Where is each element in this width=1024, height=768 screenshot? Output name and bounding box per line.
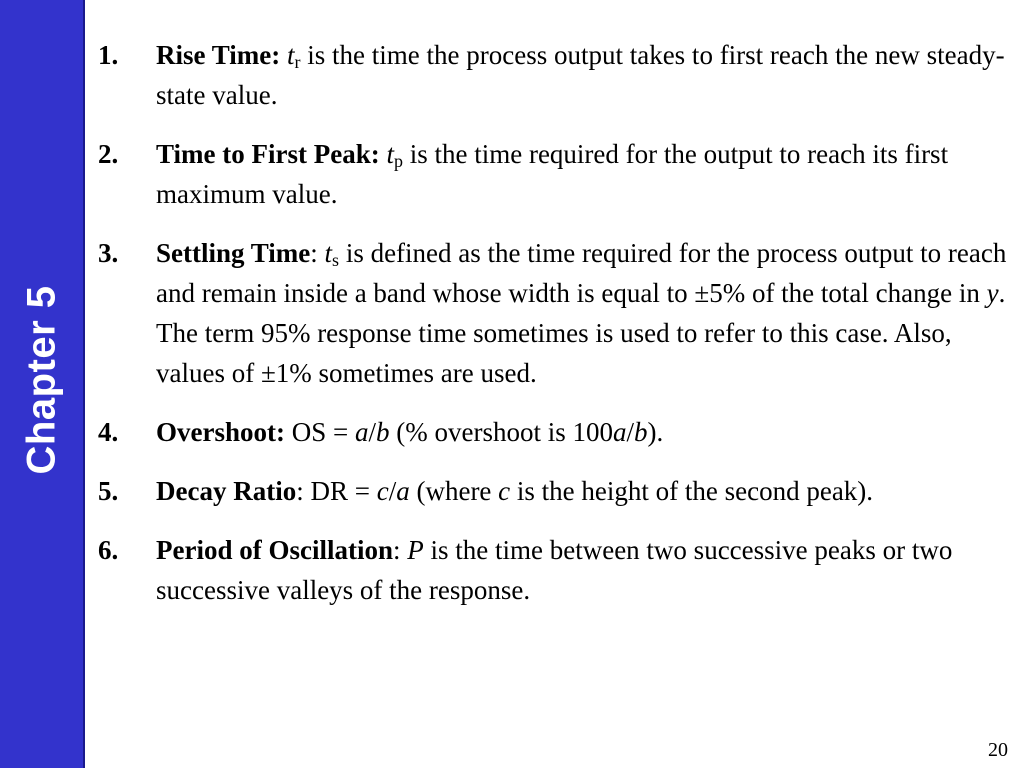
item-description: is the time required for the output to reach its first maximum value. [156,139,949,209]
symbol: t [386,139,394,169]
variable-y: y [986,278,999,308]
symbol-subscript: r [294,52,301,72]
variable: c [498,476,511,506]
item-title: Overshoot: [156,417,285,447]
formula-text: ). [647,417,664,447]
variable: a [396,476,410,506]
list-item-overshoot [98,412,1020,452]
list-item-period-of-oscillation [98,530,1020,610]
variable: b [376,417,390,447]
formula-text: / [388,476,397,506]
item-number: 5. [98,476,119,506]
item-title: Rise Time: [156,40,281,70]
item-number: 3. [98,238,119,268]
item-title: Settling Time [156,238,311,268]
list-item-time-to-first-peak [98,134,1020,214]
item-description: is the time between two successive peaks or two successive valleys of the response. [156,535,953,605]
list-item-settling-time [98,233,1020,393]
list-item-rise-time [98,35,1020,115]
formula-text: is the height of the second peak). [510,476,874,506]
item-number: 4. [98,417,119,447]
sidebar [0,0,85,768]
item-number: 6. [98,535,119,565]
item-number: 1. [98,40,119,70]
item-title: Decay Ratio [156,476,297,506]
item-title: Time to First Peak: [156,139,380,169]
symbol-subscript: p [393,151,403,171]
symbol: t [324,238,333,268]
formula-text: (where [409,476,499,506]
formula-text: OS = [284,417,355,447]
symbol: t [287,40,295,70]
formula-text: / [626,417,634,447]
chapter-label: Chapter 5 [19,285,64,475]
page-number: 20 [988,739,1008,761]
variable: P [407,535,424,565]
item-description-cont: . The term 95% response time sometimes is used to refer to this case. Also, values of ±1% sometimes are used. [156,278,1006,388]
item-title: Period of Oscillation [156,535,393,565]
formula-text: / [368,417,376,447]
variable: a [612,417,627,447]
formula-text: : DR = [296,476,377,506]
symbol-subscript: s [332,250,340,270]
variable: a [354,417,369,447]
item-number: 2. [98,139,119,169]
definitions-list [98,35,1020,629]
item-description: is the time the process output takes to first reach the new steady-state value. [156,40,1005,110]
list-item-decay-ratio [98,471,1020,511]
formula-text: : [392,535,408,565]
separator: : [310,238,318,268]
variable: b [634,417,648,447]
item-description: is defined as the time required for the process output to reach and remain inside a band whose width is equal to ±5% of the total change in [156,238,1007,308]
formula-text: (% overshoot is 100 [389,417,613,447]
variable: c [376,476,389,506]
